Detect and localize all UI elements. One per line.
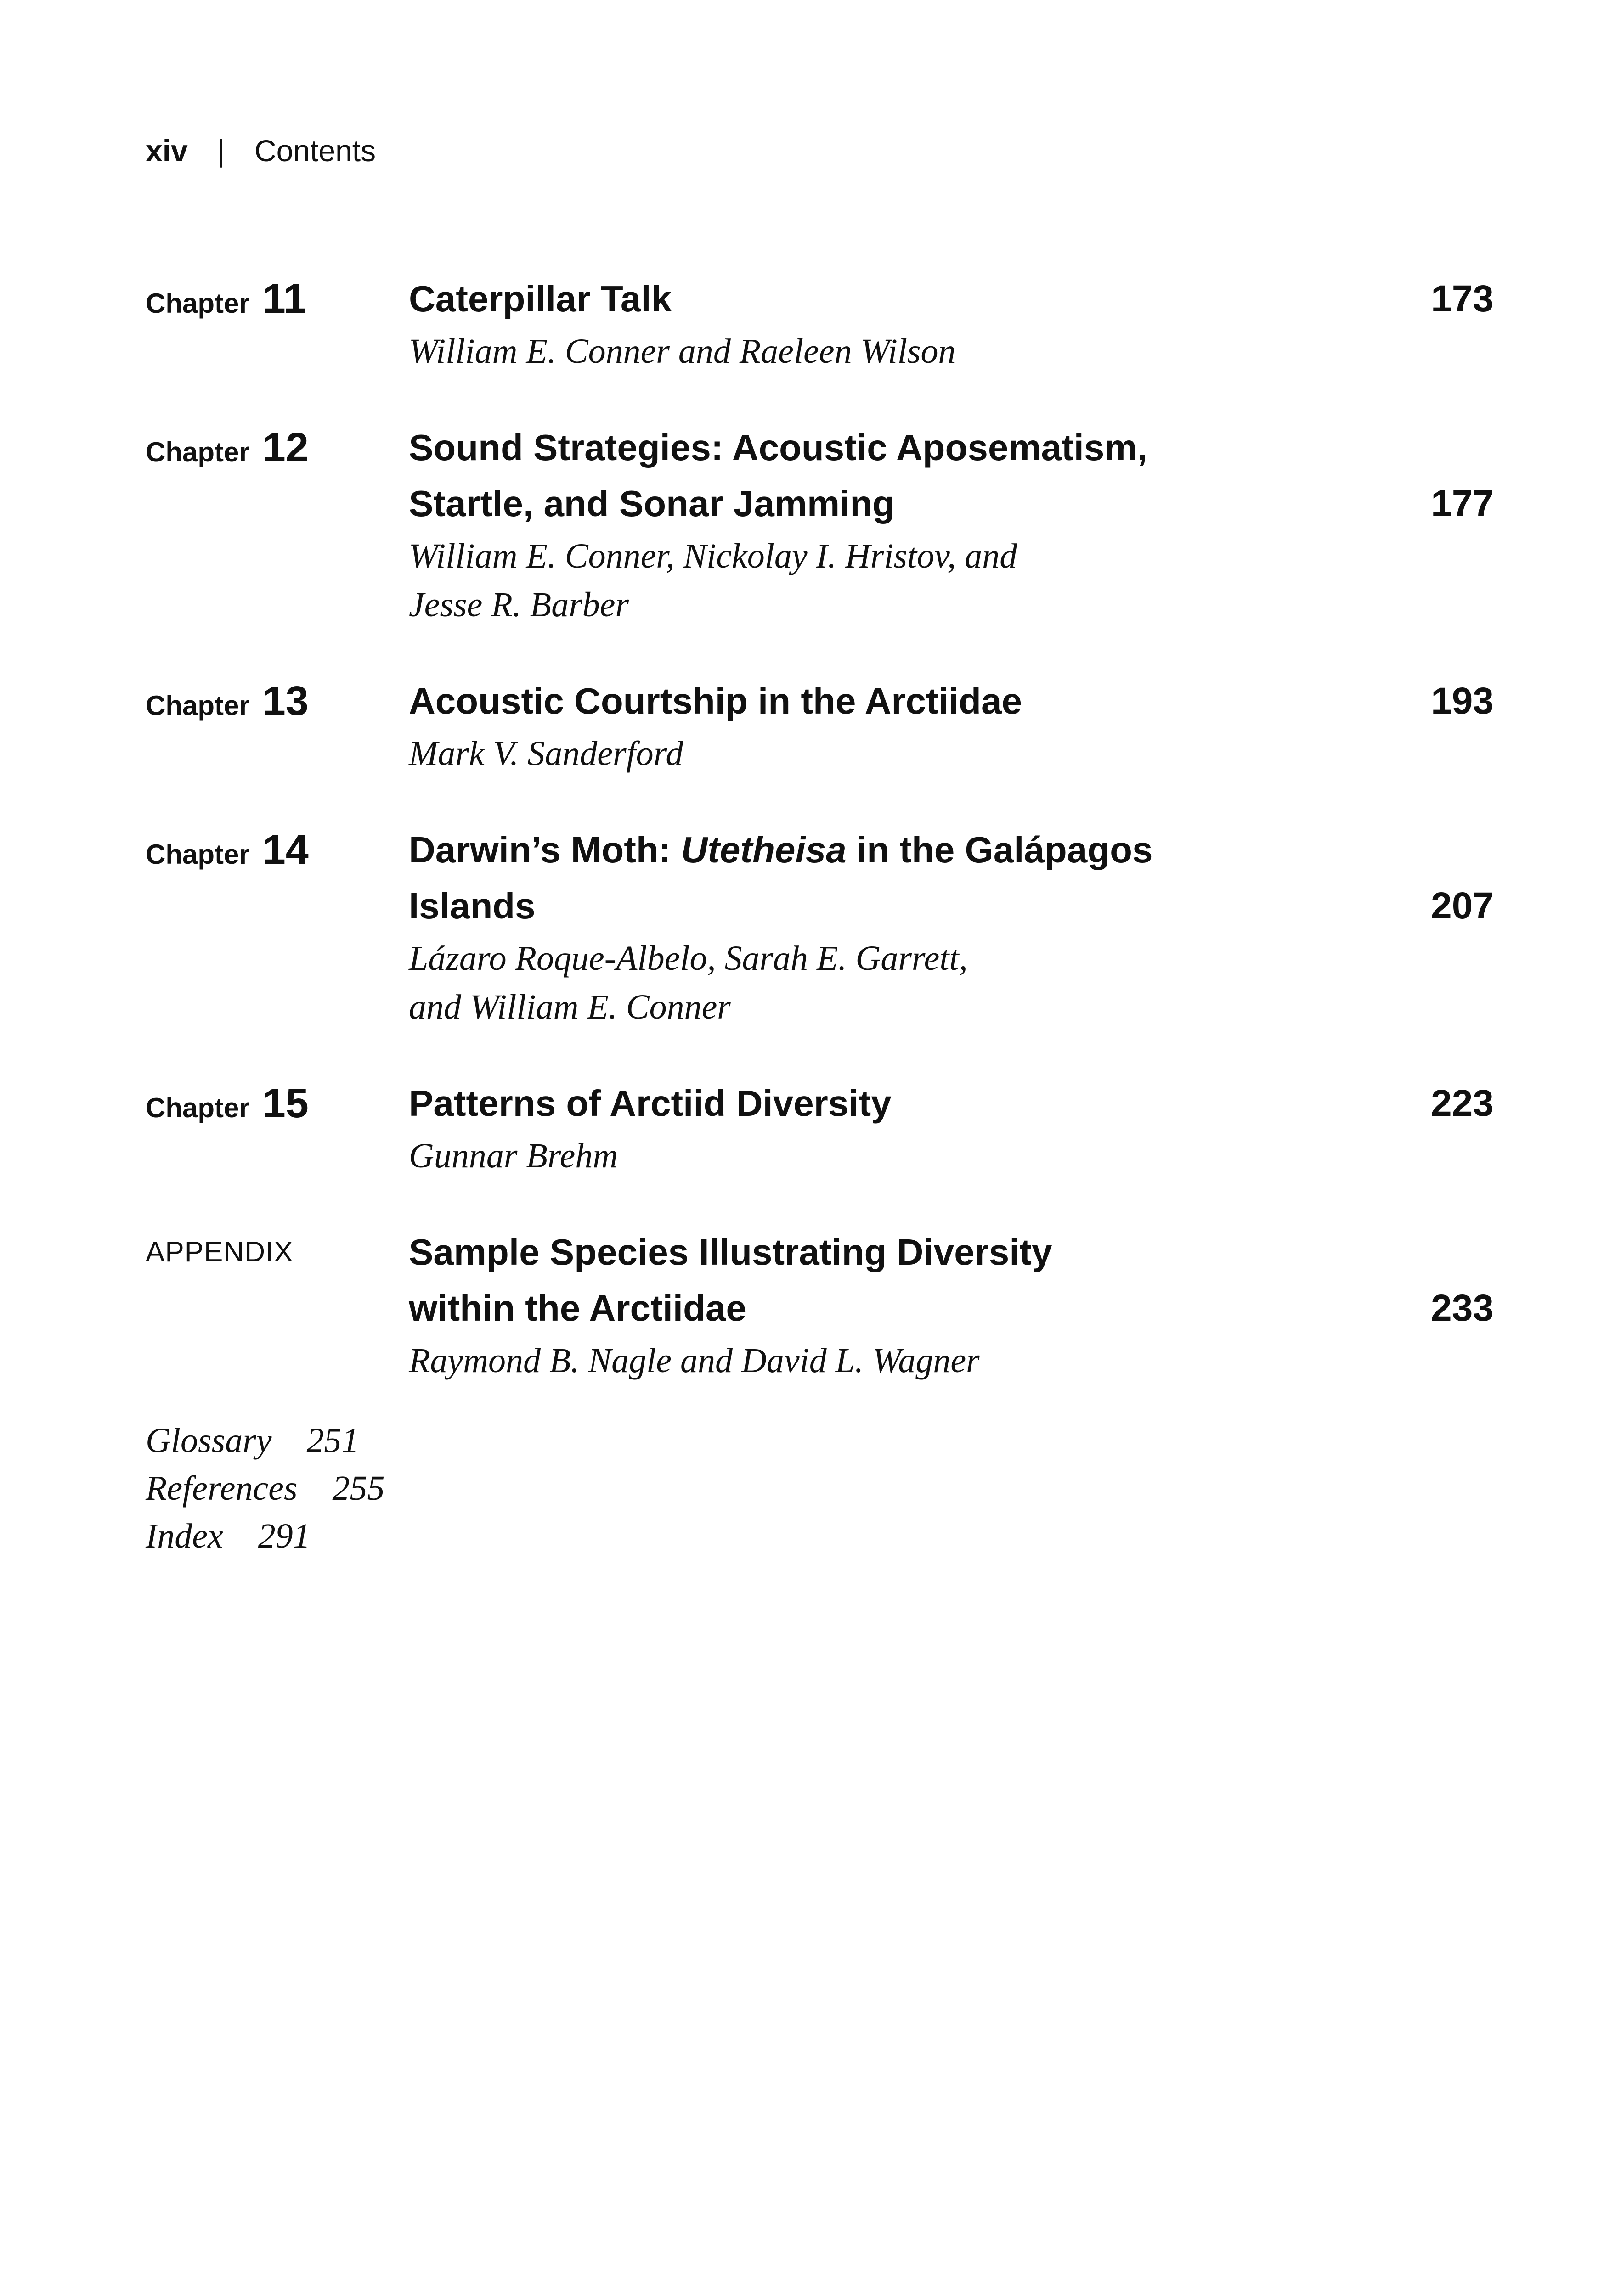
chapter-label: [146, 271, 409, 339]
chapter-word: Chapter: [146, 690, 250, 721]
backmatter-label: References: [146, 1469, 298, 1508]
page-number: 193: [1431, 680, 1494, 722]
chapter-number: 11: [262, 276, 306, 322]
page-number: 223: [1431, 1082, 1494, 1124]
entry-body: [409, 673, 1494, 778]
chapter-authors: William E. Conner and Raeleen Wilson: [409, 332, 956, 371]
page-header: [146, 135, 376, 166]
chapter-title: Caterpillar Talk: [409, 278, 672, 319]
appendix-authors: Raymond B. Nagle and David L. Wagner: [409, 1341, 980, 1380]
entry-body: [409, 822, 1494, 1031]
backmatter-glossary[interactable]: [146, 1417, 385, 1464]
contents-list: [146, 271, 1494, 1429]
entry-body: [409, 1224, 1494, 1385]
toc-entry-chapter-14[interactable]: [146, 822, 1494, 1031]
chapter-word: Chapter: [146, 437, 250, 467]
header-separator: |: [217, 134, 225, 168]
entry-body: [409, 271, 1494, 376]
chapter-title: [409, 822, 1208, 934]
title-part: Darwin’s Moth:: [409, 829, 681, 870]
toc-entry-chapter-13[interactable]: [146, 673, 1494, 778]
chapter-title: Sound Strategies: Acoustic Aposematism, Startle, and Sonar Jamming: [409, 427, 1147, 524]
backmatter-page: 251: [306, 1421, 359, 1460]
chapter-title: Patterns of Arctiid Diversity: [409, 1083, 892, 1124]
toc-entry-appendix[interactable]: [146, 1224, 1494, 1385]
chapter-authors: Gunnar Brehm: [409, 1137, 618, 1175]
backmatter-list: [146, 1417, 385, 1560]
chapter-label: [146, 420, 409, 488]
backmatter-page: 255: [332, 1469, 385, 1508]
chapter-number: 15: [262, 1080, 309, 1126]
backmatter-page: 291: [258, 1517, 311, 1555]
page-number: 173: [1431, 278, 1494, 320]
backmatter-label: Glossary: [146, 1421, 272, 1460]
entry-body: [409, 420, 1494, 629]
toc-entry-chapter-11[interactable]: [146, 271, 1494, 376]
toc-entry-chapter-12[interactable]: [146, 420, 1494, 629]
chapter-word: Chapter: [146, 1092, 250, 1123]
page-number: 207: [1431, 885, 1494, 927]
page-number: 177: [1431, 483, 1494, 524]
chapter-title: Acoustic Courtship in the Arctiidae: [409, 681, 1022, 721]
backmatter-references[interactable]: [146, 1464, 385, 1512]
toc-entry-chapter-15[interactable]: [146, 1075, 1494, 1180]
chapter-number: 13: [262, 678, 309, 724]
chapter-word: Chapter: [146, 288, 250, 319]
chapter-label: [146, 1075, 409, 1143]
chapter-word: Chapter: [146, 839, 250, 870]
chapter-authors: William E. Conner, Nickolay I. Hristov, and Jesse R. Barber: [409, 537, 1017, 624]
backmatter-index[interactable]: [146, 1512, 385, 1560]
chapter-label: [146, 673, 409, 741]
running-head: Contents: [254, 134, 376, 168]
entry-body: [409, 1075, 1494, 1180]
chapter-authors: Lázaro Roque-Albelo, Sarah E. Garrett, and William E. Conner: [409, 939, 968, 1026]
title-italic-genus: Utetheisa: [681, 829, 847, 870]
page-number: 233: [1431, 1287, 1494, 1329]
page-folio: xiv: [146, 134, 188, 168]
chapter-authors: Mark V. Sanderford: [409, 734, 683, 773]
chapter-number: 12: [262, 425, 309, 471]
backmatter-label: Index: [146, 1517, 223, 1555]
chapter-number: 14: [262, 827, 309, 873]
appendix-label: APPENDIX: [146, 1236, 294, 1268]
chapter-label: [146, 822, 409, 890]
appendix-title: Sample Species Illustrating Diversity within the Arctiidae: [409, 1232, 1052, 1328]
title-part: in the Galápagos Islands: [409, 829, 1153, 926]
